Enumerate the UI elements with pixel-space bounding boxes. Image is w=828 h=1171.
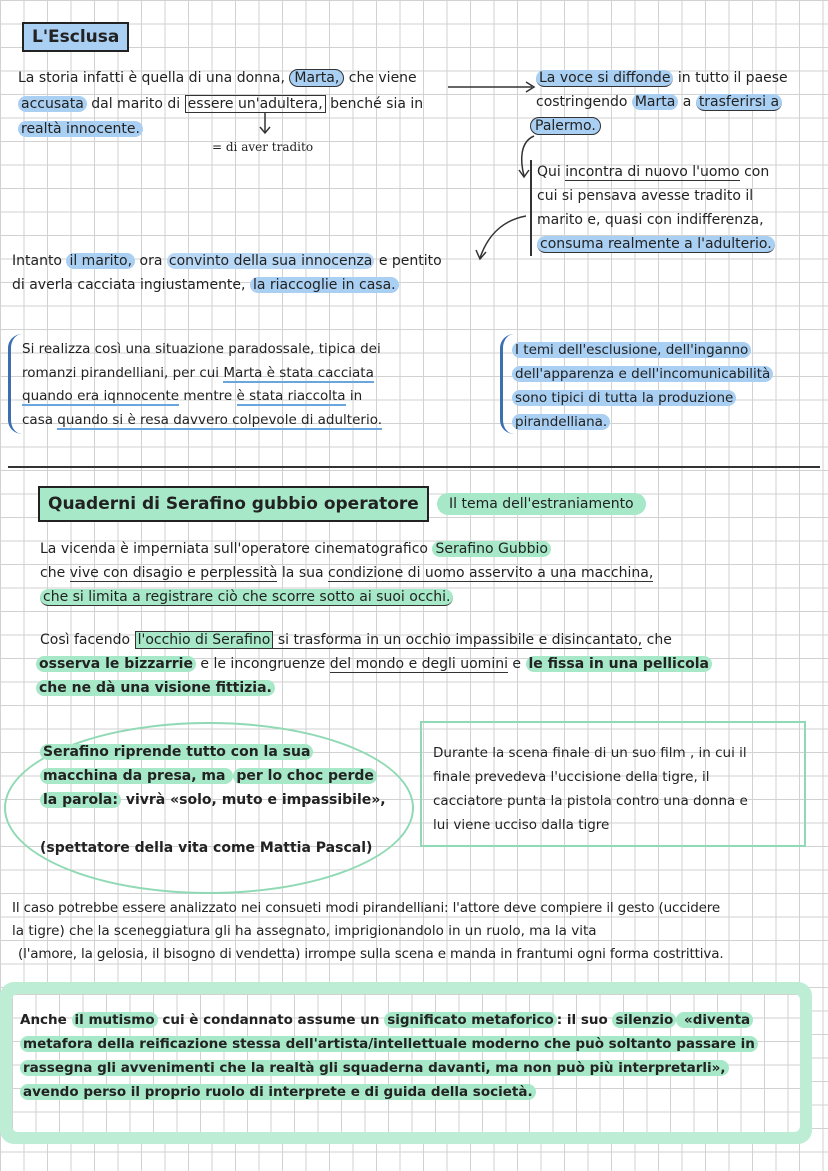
boxed-line1: Durante la scena finale di un suo film , in cui il [433, 745, 747, 761]
palermo-circled: Palermo. [530, 117, 601, 135]
final-line4: avendo perso il proprio ruolo di interprete e di guida della società. [20, 1080, 536, 1104]
note-tradito: = di aver tradito [212, 140, 314, 154]
s2-para2-line2: osserva le bizzarrie e le incongruenze del mondo e degli uomini e le fissa in una pellicola [36, 652, 712, 676]
para1-line2: accusata dal marito di essere un'adultera, benché sia in [18, 92, 423, 116]
para4-line1: I temi dell'esclusione, dell'inganno [512, 338, 751, 362]
right2-line4: consuma realmente a l'adulterio. [537, 232, 775, 256]
ellipse-line2: macchina da presa, ma per lo choc perde [40, 764, 377, 788]
para3-line1: Si realizza così una situazione paradossale, tipica dei [22, 341, 381, 357]
s2-para1-line1: La vicenda è imperniata sull'operatore cinematografico Serafino Gubbio [40, 537, 551, 561]
s2-para1-line2: che vive con disagio e perplessità la sua condizione di uomo asservito a una macchina, [40, 565, 654, 581]
para3-line2: romanzi pirandelliani, per cui Marta è stata cacciata [22, 365, 374, 381]
boxed-line4: lui viene ucciso dalla tigre [433, 817, 610, 833]
para3-line4: casa quando si è resa davvero colpevole di adulterio. [22, 412, 383, 428]
s2-para3-line2: la tigre) che la sceneggiatura gli ha assegnato, imprigionandolo in un ruolo, ma la vita [12, 923, 597, 939]
para2-line2: di averla cacciata ingiustamente, la riaccoglie in casa. [12, 273, 399, 297]
theme-tag: Il tema dell'estraniamento [437, 493, 646, 515]
ellipse-line4: (spettatore della vita come Mattia Pascal) [40, 840, 373, 856]
bracket-left [8, 334, 23, 434]
para1-line1: La storia infatti è quella di una donna, Marta, che viene [18, 70, 417, 86]
final-line2: metafora della reificazione stessa dell'artista/intellettuale moderno che può soltanto passare in [20, 1032, 758, 1056]
right2-line2: cui si pensava avesse tradito il [537, 188, 754, 204]
s2-para2-line3: che ne dà una visione fittizia. [36, 676, 275, 700]
right1-line1: La voce si diffonde in tutto il paese [536, 66, 788, 90]
s2-para1-line3: che si limita a registrare ciò che scorre sotto ai suoi occhi. [40, 585, 453, 609]
para4-line2: dell'apparenza e dell'incomunicabilità [512, 362, 773, 386]
right-arrow-icon [448, 78, 538, 98]
boxed-line3: cacciatore punta la pistola contro una donna e [433, 793, 748, 809]
s2-para3-line1: Il caso potrebbe essere analizzato nei consueti modi pirandelliani: l'attore deve compiere il gesto (uccidere [12, 900, 721, 916]
marta-circled: Marta, [289, 69, 344, 87]
right2-line1: Qui incontra di nuovo l'uomo con [537, 164, 770, 180]
section-title-serafino: Quaderni di Serafino gubbio operatore [38, 486, 429, 522]
right2-rule [530, 160, 532, 256]
s2-para2-line1: Così facendo l'occhio di Serafino si trasforma in un occhio impassibile e disincantato, che [40, 632, 672, 648]
right2-line3: marito e, quasi con indifferenza, [537, 212, 764, 228]
para2-line1: Intanto il marito, ora convinto della sua innocenza e pentito [12, 253, 442, 269]
boxed-line2: finale prevedeva l'uccisione della tigre, il [433, 769, 710, 785]
s2-para3-line3: (l'amore, la gelosia, il bisogno di vendetta) irrompe sulla scena e manda in frantumi ogni forma costrittiva. [18, 946, 724, 962]
final-line1: Anche il mutismo cui è condannato assume un significato metaforico : il suo silenzio «diventa [20, 1008, 753, 1032]
section-title-esclusa: L'Esclusa [22, 22, 129, 52]
ellipse-line3: la parola: vivrà «solo, muto e impassibile», [40, 788, 386, 812]
down-arrow-icon [255, 112, 275, 138]
ellipse-line1: Serafino riprende tutto con la sua [40, 740, 313, 764]
right1-line2: costringendo Marta a trasferirsi a [536, 90, 782, 114]
back-arrow-icon [470, 210, 530, 266]
adultera-boxed: essere un'adultera, [185, 95, 326, 113]
para4-line3: sono tipici di tutta la produzione [512, 386, 736, 410]
para4-line4: pirandelliana. [512, 410, 610, 434]
final-line3: rassegna gli avvenimenti che la realtà gli squaderna davanti, ma non può più interpretarli», [20, 1056, 729, 1080]
para3-line3: quando era iqnnocente mentre è stata riaccolta in [22, 388, 363, 404]
para1-line3: realtà innocente. [18, 117, 143, 141]
section-divider [8, 466, 820, 468]
